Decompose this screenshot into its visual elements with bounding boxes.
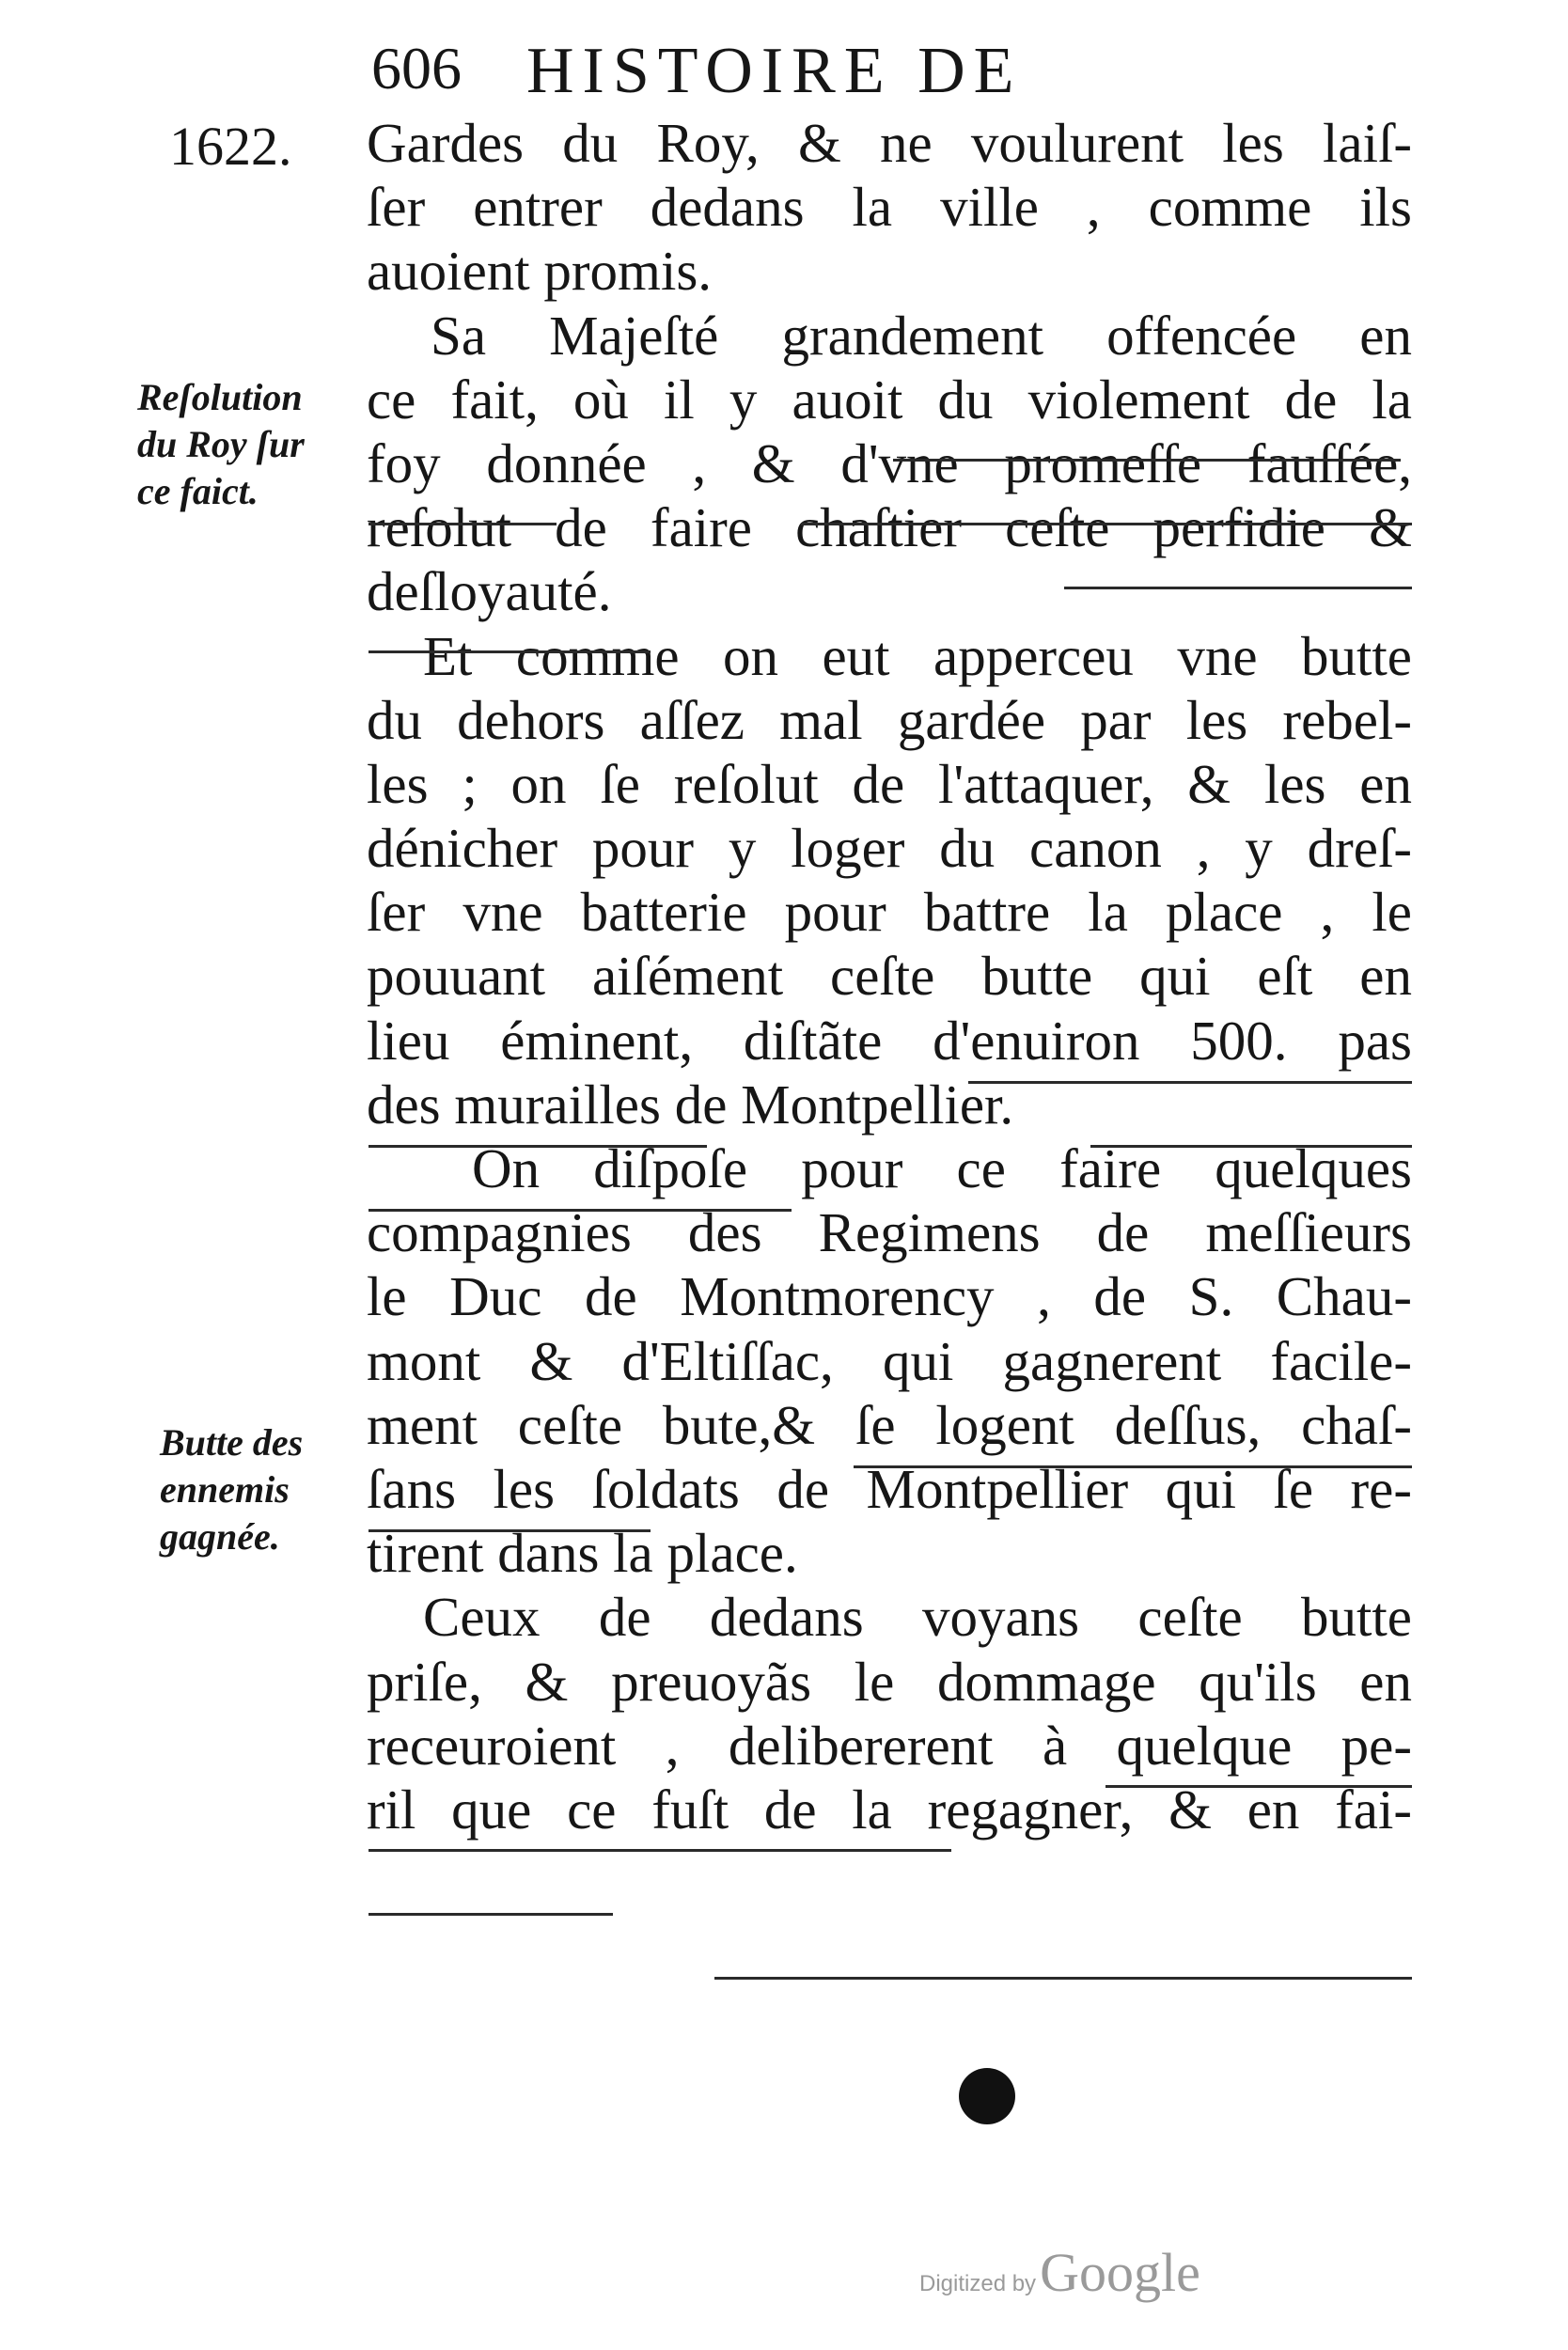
text-line: ment ceſte bute,& ſe logent deſſus, chaſ- [367, 1393, 1412, 1456]
text-line: du dehors aſſez mal gardée par les rebel- [367, 688, 1412, 751]
text-line: priſe, & preuoyãs le dommage qu'ils en [367, 1650, 1412, 1713]
text-line: deſloyauté. [367, 560, 612, 623]
margin-note-butte [160, 1419, 303, 1560]
running-head [371, 34, 1405, 118]
text-line: dénicher pour y loger du canon , y dreſ- [367, 817, 1412, 880]
underline-mark [368, 523, 557, 525]
text-line: Ceux de dedans voyans ceſte butte [423, 1586, 1412, 1649]
underline-mark [801, 523, 1412, 525]
margin-note-line: ce faict. [137, 470, 259, 512]
underline-mark [368, 1849, 951, 1852]
text-line: le Duc de Montmorency , de S. Chau- [367, 1265, 1412, 1328]
text-line: Gardes du Roy, & ne voulurent les laiſ- [367, 112, 1412, 174]
margin-note-line: Reſolution [137, 376, 303, 418]
text-line: lieu éminent, diſtãte d'enuiron 500. pas [367, 1009, 1412, 1072]
running-title: HISTOIRE DE [526, 35, 1023, 107]
underline-mark [714, 1977, 1412, 1980]
underline-mark [368, 1529, 651, 1532]
underline-mark [368, 1209, 792, 1212]
text-line: tirent dans la place. [367, 1522, 798, 1585]
underline-mark [368, 1145, 707, 1148]
underline-mark [368, 650, 651, 653]
text-line: compagnies des Regimens de meſſieurs [367, 1201, 1412, 1264]
underline-mark [368, 1913, 613, 1916]
underline-mark [1064, 587, 1412, 589]
text-line: auoient promis. [367, 240, 713, 303]
text-line: ſans les ſoldats de Montpellier qui ſe re- [367, 1457, 1412, 1520]
ink-blot [959, 2068, 1015, 2124]
text-line: pouuant aiſément ceſte butte qui eſt en [367, 945, 1412, 1008]
text-line: des murailles de Montpellier. [367, 1073, 1014, 1136]
google-logo: Google [1040, 2242, 1200, 2303]
page-number: 606 [371, 35, 462, 102]
watermark-small-text: Digitized by [919, 2271, 1037, 2296]
margin-note-line: ennemis [160, 1468, 290, 1511]
year-marker: 1622. [169, 116, 292, 177]
underline-mark [968, 1081, 1412, 1084]
text-line: les ; on ſe reſolut de l'attaquer, & les en [367, 752, 1412, 815]
text-line: ſer entrer dedans la ville , comme ils [367, 176, 1412, 239]
text-line: ril que ce fuſt de la regagner, & en fai- [367, 1778, 1412, 1841]
underline-mark [854, 1465, 1412, 1468]
margin-note-line: Butte des [160, 1421, 304, 1464]
digitized-watermark [919, 2241, 1200, 2304]
margin-note-line: gagnée. [160, 1515, 280, 1558]
text-line: ſer vne batterie pour battre la place , le [367, 881, 1412, 944]
text-line: mont & d'Eltiſſac, qui gagnerent facile- [367, 1329, 1412, 1392]
underline-mark [1105, 1785, 1412, 1788]
text-line: receuroient , delibererent à quelque pe- [367, 1714, 1412, 1777]
body-text [367, 111, 1412, 1841]
margin-note-resolution [137, 374, 305, 515]
underline-mark [893, 459, 1401, 462]
text-line: reſolut de faire chaſtier ceſte perfidie & [367, 496, 1412, 559]
text-line: Et comme on eut apperceu vne butte [423, 624, 1412, 687]
margin-note-line: du Roy ſur [137, 423, 305, 465]
text-line: On diſpoſe pour ce faire quelques [472, 1137, 1412, 1199]
underline-mark [1090, 1145, 1412, 1148]
text-line: Sa Majeſté grandement offencée en [431, 304, 1412, 367]
text-line: ce fait, où il y auoit du violement de la [367, 368, 1412, 431]
text-line: foy donnée , & d'vne promeſſe fauſſée, [367, 431, 1412, 494]
